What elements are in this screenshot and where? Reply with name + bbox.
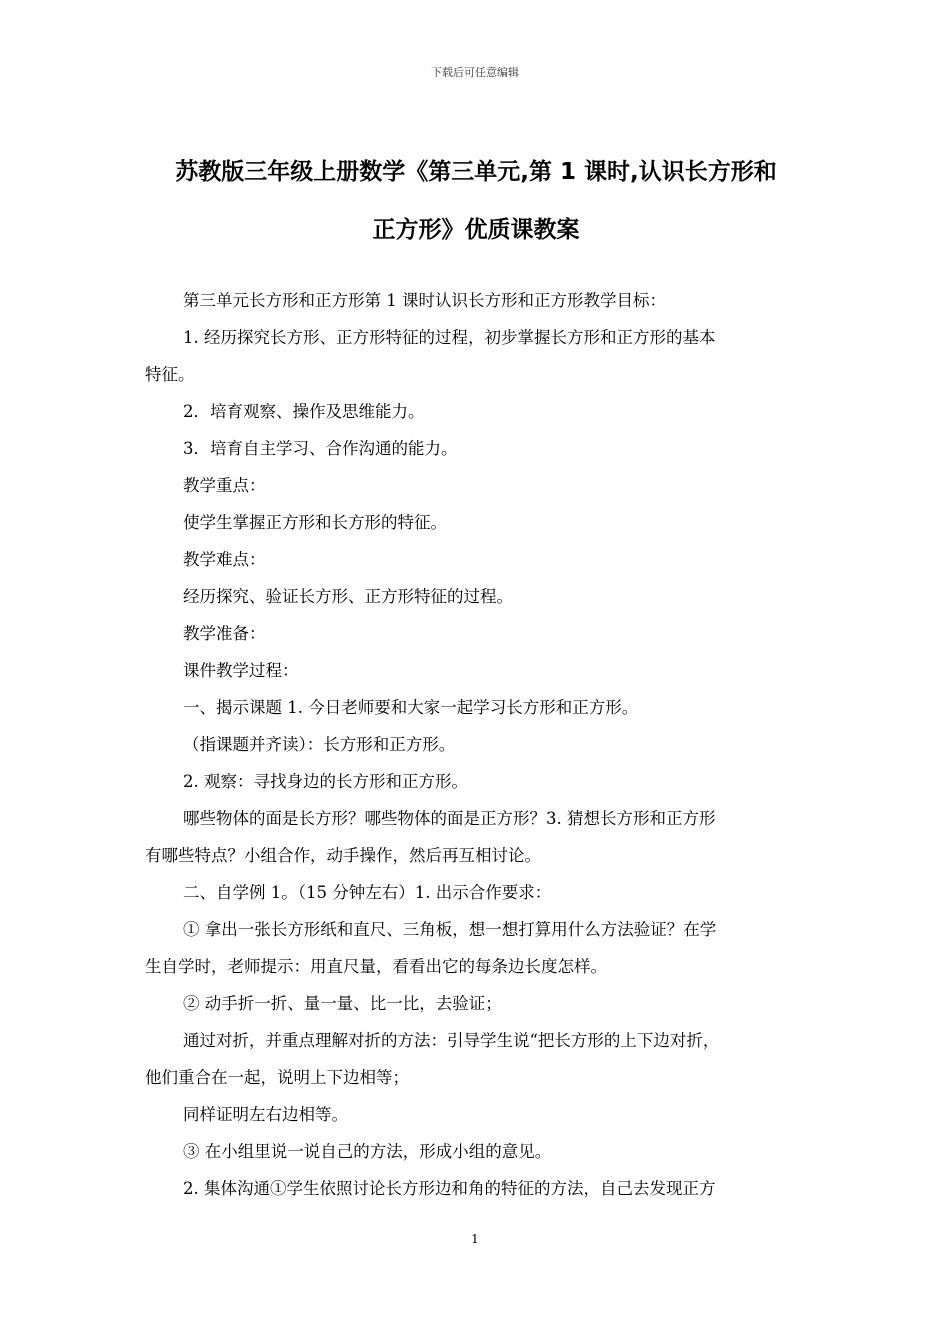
paragraph-line: 特征。 <box>145 365 195 384</box>
paragraph-line: 教学难点： <box>183 550 266 569</box>
page-header-note: 下载后可任意编辑 <box>431 66 519 79</box>
paragraph-line: 哪些物体的面是长方形？哪些物体的面是正方形？3. 猜想长方形和正方形 <box>183 809 716 828</box>
paragraph-line: 2．培育观察、操作及思维能力。 <box>183 402 425 421</box>
document-title-line-1: 苏教版三年级上册数学《第三单元,第 1 课时,认识长方形和 <box>175 159 777 185</box>
paragraph-line: ② 动手折一折、量一量、比一比，去验证； <box>183 994 502 1013</box>
paragraph-line: 2. 集体沟通①学生依照讨论长方形边和角的特征的方法，自己去发现正方 <box>183 1179 716 1198</box>
paragraph-line: 通过对折，并重点理解对折的方法：引导学生说“把长方形的上下边对折， <box>183 1031 720 1050</box>
paragraph-line: 第三单元长方形和正方形第 1 课时认识长方形和正方形教学目标： <box>183 291 666 310</box>
paragraph-line: 2. 观察：寻找身边的长方形和正方形。 <box>183 772 468 791</box>
paragraph-line: 经历探究、验证长方形、正方形特征的过程。 <box>183 587 513 606</box>
paragraph-line: 生自学时，老师提示：用直尺量，看看出它的每条边长度怎样。 <box>145 957 607 976</box>
paragraph-line: ① 拿出一张长方形纸和直尺、三角板，想一想打算用什么方法验证？在学 <box>183 920 717 939</box>
paragraph-line: 二、自学例 1。（15 分钟左右）1. 出示合作要求： <box>183 883 552 902</box>
paragraph-line: 使学生掌握正方形和长方形的特征。 <box>183 513 447 532</box>
paragraph-line: 3．培育自主学习、合作沟通的能力。 <box>183 439 458 458</box>
document-title <box>145 143 807 259</box>
document-title-line-2: 正方形》优质课教案 <box>372 217 580 243</box>
paragraph-line: 教学准备： <box>183 624 266 643</box>
paragraph-line: 一、揭示课题 1. 今日老师要和大家一起学习长方形和正方形。 <box>183 698 639 717</box>
page-number: 1 <box>471 1232 479 1246</box>
paragraph-line: 教学重点： <box>183 476 266 495</box>
paragraph-line: 他们重合在一起，说明上下边相等； <box>145 1068 409 1087</box>
document-body <box>145 282 807 1207</box>
paragraph-line: 1. 经历探究长方形、正方形特征的过程，初步掌握长方形和正方形的基本 <box>183 328 716 347</box>
paragraph-line: 同样证明左右边相等。 <box>183 1105 348 1124</box>
paragraph-line: 课件教学过程： <box>183 661 299 680</box>
paragraph-line: ③ 在小组里说一说自己的方法，形成小组的意见。 <box>183 1142 552 1161</box>
paragraph-line: （指课题并齐读）：长方形和正方形。 <box>183 735 456 754</box>
paragraph-line: 有哪些特点？小组合作，动手操作，然后再互相讨论。 <box>145 846 541 865</box>
